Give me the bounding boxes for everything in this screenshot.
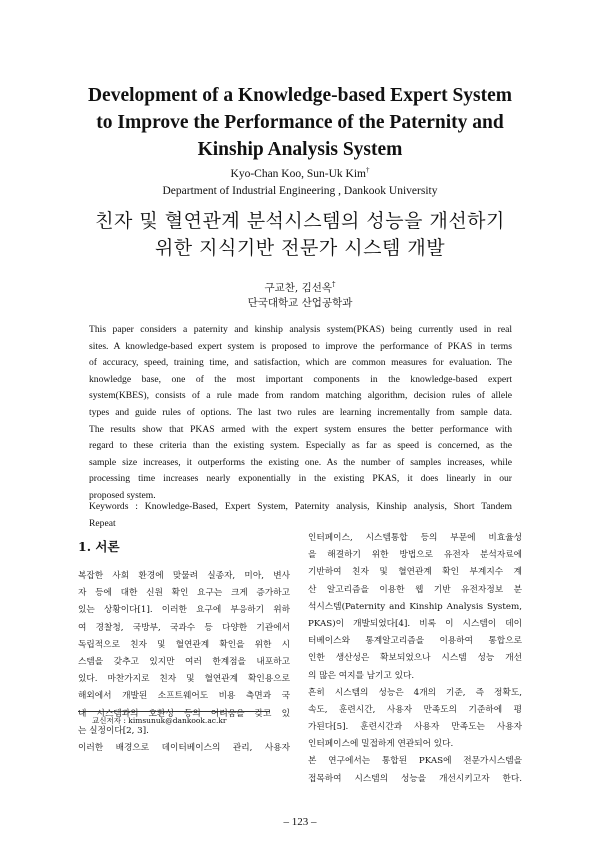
department-ko: 단국대학교 산업공학과: [247, 297, 353, 309]
body-line: 흔히 시스템의 성능은 4개의 기준, 즉 정확도,: [308, 687, 522, 698]
page-number: – 123 –: [283, 816, 317, 828]
body-line: 을 해결하기 위한 방법으로 유전자 분석자료에: [308, 550, 522, 561]
body-line: PKAS)이 개발되었다[4]. 비록 이 시스템이 데이: [308, 618, 522, 629]
title-ko-line: 친자 및 혈연관계 분석시스템의 성능을 개선하기: [95, 210, 505, 232]
abstract-line: knowledge base, one of the most important components in the knowledge-based expert: [89, 373, 512, 385]
title-ko-line: 위한 지식기반 전문가 시스템 개발: [154, 237, 446, 259]
corresponding-author-mark-ko: †: [332, 280, 336, 289]
body-line: 인한 생산성은 확보되었으나 시스템 성능 개선: [308, 653, 522, 664]
abstract-line: processing time increases nearly exponentially in the existing PKAS, it does linearly in our: [89, 473, 512, 485]
body-line: 스템을 갖추고 있지만 여러 한계점을 내포하고: [78, 656, 290, 667]
body-line: 인터페이스, 시스템통합 등의 부문에 비효율성: [308, 533, 522, 543]
body-line: 기반하여 친자 및 혈연관계 확인 부계지수 계: [308, 567, 522, 578]
abstract-line: The results show that PKAS armed with the expert system ensures the better performance with: [89, 423, 512, 435]
keywords-line: Keywords : Knowledge-Based, Expert System, Paternity analysis, Kinship analysis, Short Tandem: [89, 501, 512, 512]
body-line: 있다. 마찬가지로 친자 및 혈연관계 확인용으로: [78, 674, 290, 685]
abstract: [89, 322, 512, 505]
body-line: 여 경찰청, 국방부, 국과수 등 다양한 기관에서: [78, 622, 290, 633]
corresponding-author-mark: †: [365, 166, 370, 175]
abstract-line: system(KBES), consists of a rule made from random matching algorithm, decision rules of allele: [89, 390, 512, 402]
abstract-line: sites. A knowledge-based expert system is proposed to improve the performance of PKAS in terms: [89, 340, 512, 352]
authors-en: [0, 166, 600, 182]
body-line: 내 시스템과의 호환성 등의 어려움을 갖고 있: [78, 708, 290, 719]
body-line: 인터페이스에 밀접하게 연관되어 있다.: [308, 739, 454, 750]
section-heading-introduction: 1. 서론: [78, 539, 120, 554]
author-names-en: Kyo-Chan Koo, Sun-Uk Kim: [230, 168, 366, 180]
body-line: 의 많은 여지를 남기고 있다.: [308, 670, 415, 681]
body-line: 터베이스와 통계알고리즘을 이용하여 통합으로: [308, 636, 522, 647]
abstract-line: proposed system.: [89, 489, 156, 501]
body-line: 해외에서 개발된 소프트웨어도 비용 측면과 국: [78, 691, 290, 702]
paper-title-ko: [40, 208, 560, 262]
abstract-line: types and guide rules of options. The last two rules are learning incrementally from sample data.: [89, 406, 512, 418]
body-line: 복잡한 사회 환경에 맞물려 실종자, 미아, 변사: [78, 571, 290, 581]
body-line: 산 알고리즘을 이용한 웹 기반 유전자정보 분: [308, 584, 522, 595]
body-line: 이러한 배경으로 데이터베이스의 관리, 사용자: [78, 742, 290, 753]
footnote-divider: [78, 711, 270, 712]
keywords: [89, 499, 512, 532]
right-column: [308, 530, 522, 788]
abstract-line: of accuracy, speed, training time, and satisfaction, which are common measures for evaluation. The: [89, 357, 512, 369]
body-line: 독립적으로 친자 및 혈연관계 확인을 위한 시: [78, 639, 290, 650]
footnote-corresponding-author: 교신저자 : kimsunuk@dankook.ac.kr: [92, 716, 227, 725]
body-line: 속도, 훈련시간, 사용자 만족도의 기준하에 평: [308, 704, 522, 715]
body-line: 석시스템(Paternity and Kinship Analysis System,: [308, 601, 522, 612]
department-en: Department of Industrial Engineering , Dankook University: [162, 185, 438, 197]
body-line: 는 실정이다[2, 3].: [78, 725, 149, 736]
title-en-line: Kinship Analysis System: [197, 139, 403, 160]
body-line: 접목하여 시스템의 성능을 개선시키고자 한다.: [308, 773, 522, 784]
body-line: 본 연구에서는 통합된 PKAS에 전문가시스템을: [308, 756, 522, 767]
paper-title-en: [60, 82, 540, 163]
body-line: 자 등에 대한 신원 확인 요구는 크게 증가하고: [78, 588, 290, 599]
body-line: 있는 상황이다[1]. 이러한 요구에 부응하기 위하: [78, 605, 290, 616]
abstract-line: sample size increases, it outperforms the existing one. As the number of samples increases, while: [89, 456, 512, 468]
authors-ko: [0, 281, 600, 296]
title-en-line: Development of a Knowledge-based Expert System: [87, 85, 513, 106]
abstract-line: This paper considers a paternity and kinship analysis system(PKAS) being currently used in real: [89, 324, 512, 335]
title-en-line: to Improve the Performance of the Paternity and: [96, 112, 504, 133]
abstract-line: regard to these criteria than the existing system. Especially as far as speed is concerned, as the: [89, 440, 512, 452]
body-line: 가된다[5]. 훈련시간과 사용자 만족도는 사용자: [308, 722, 522, 733]
author-names-ko: 구교찬, 김선옥: [264, 282, 333, 294]
keywords-line: Repeat: [89, 517, 116, 529]
